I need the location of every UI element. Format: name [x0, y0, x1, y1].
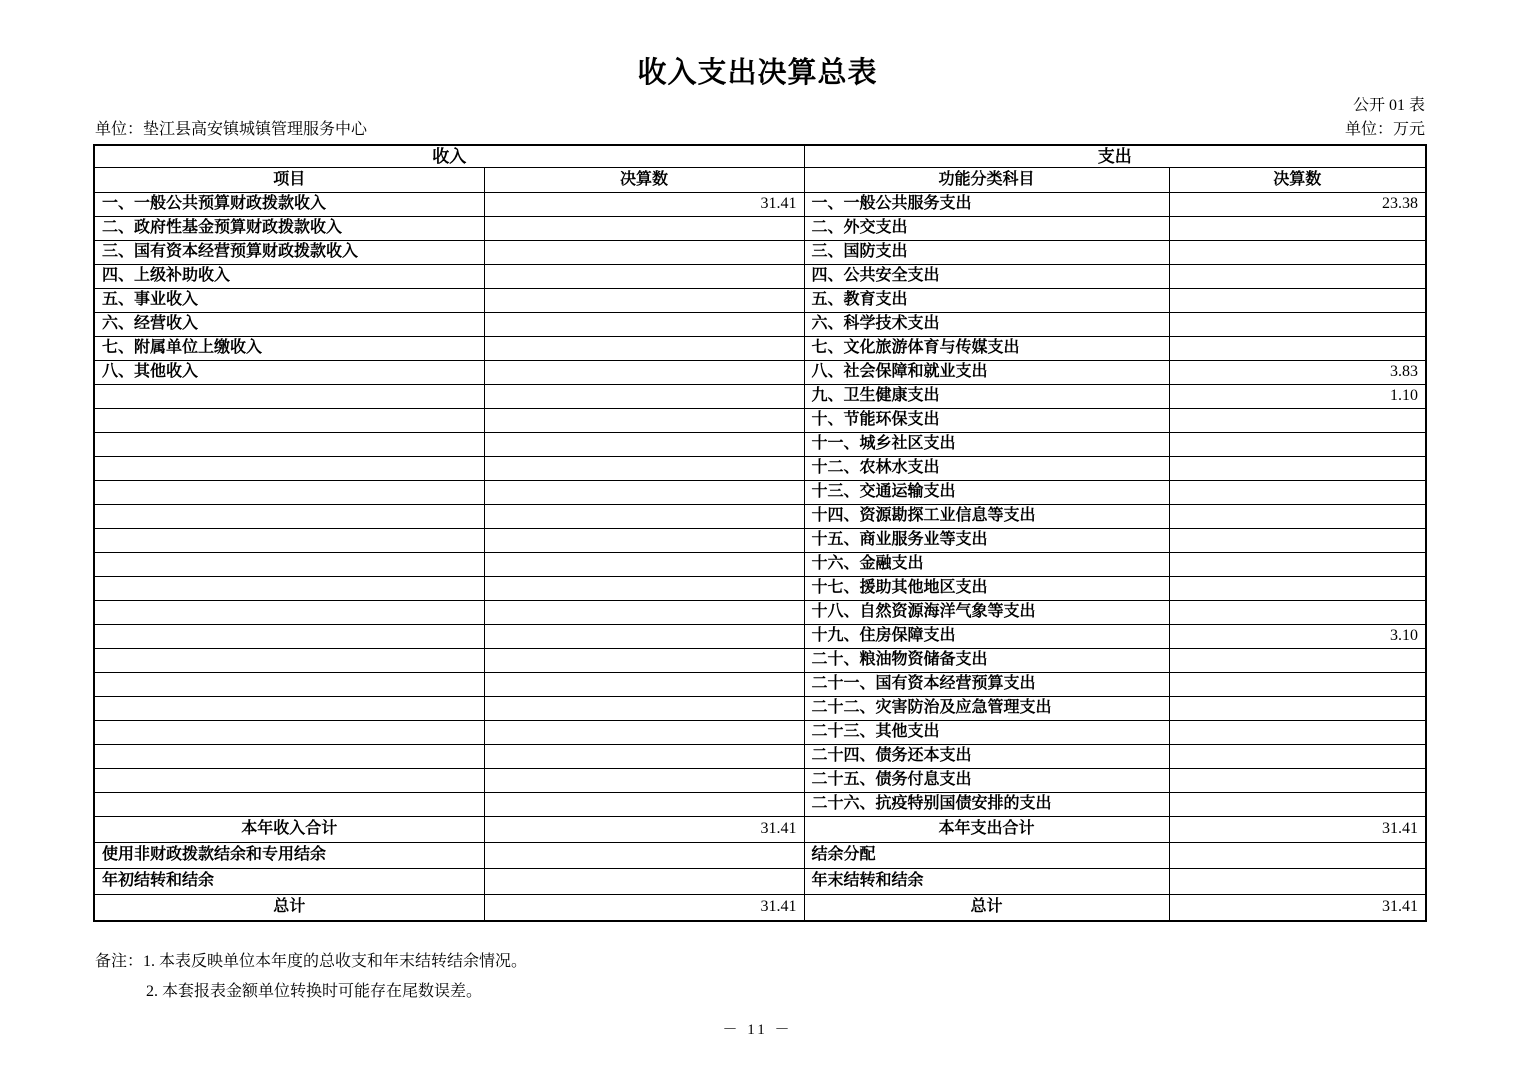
expense-item-cell: 二十二、灾害防治及应急管理支出	[804, 697, 1169, 721]
expense-item-cell: 二十一、国有资本经营预算支出	[804, 673, 1169, 697]
expense-value-cell	[1169, 529, 1426, 553]
income-value-cell	[484, 385, 804, 409]
income-item-cell	[94, 673, 484, 697]
income-summary-value-cell: 31.41	[484, 895, 804, 922]
expense-item-cell: 六、科学技术支出	[804, 313, 1169, 337]
expense-value-cell	[1169, 337, 1426, 361]
table-row	[94, 313, 1426, 337]
summary-row	[94, 869, 1426, 895]
expense-value-cell: 1.10	[1169, 385, 1426, 409]
expense-summary-value-cell: 31.41	[1169, 895, 1426, 922]
table-row	[94, 433, 1426, 457]
table-row	[94, 265, 1426, 289]
income-value-cell: 31.41	[484, 193, 804, 217]
income-item-cell	[94, 529, 484, 553]
expense-item-column-header: 功能分类科目	[804, 168, 1169, 193]
income-summary-value-cell	[484, 843, 804, 869]
expense-summary-label-cell: 结余分配	[804, 843, 1169, 869]
expense-value-cell	[1169, 313, 1426, 337]
expense-value-cell	[1169, 601, 1426, 625]
income-section-header: 收入	[94, 145, 804, 168]
expense-item-cell: 十七、援助其他地区支出	[804, 577, 1169, 601]
income-item-cell	[94, 385, 484, 409]
table-row	[94, 193, 1426, 217]
income-item-cell: 一、一般公共预算财政拨款收入	[94, 193, 484, 217]
expense-item-cell: 二十四、债务还本支出	[804, 745, 1169, 769]
income-value-cell	[484, 289, 804, 313]
income-value-cell	[484, 625, 804, 649]
expense-value-cell	[1169, 673, 1426, 697]
summary-row	[94, 843, 1426, 869]
note-line-1: 备注：1. 本表反映单位本年度的总收支和年末结转结余情况。	[95, 953, 528, 970]
column-header-row	[94, 168, 1426, 193]
income-amount-column-header: 决算数	[484, 168, 804, 193]
expense-item-cell: 一、一般公共服务支出	[804, 193, 1169, 217]
income-item-column-header: 项目	[94, 168, 484, 193]
table-row	[94, 289, 1426, 313]
table-row	[94, 337, 1426, 361]
expense-summary-label-cell: 年末结转和结余	[804, 869, 1169, 895]
table-row	[94, 697, 1426, 721]
unit-name: 单位：垫江县高安镇城镇管理服务中心	[95, 121, 368, 138]
expense-value-cell	[1169, 577, 1426, 601]
table-row	[94, 217, 1426, 241]
expense-section-header: 支出	[804, 145, 1426, 168]
expense-value-cell	[1169, 433, 1426, 457]
income-value-cell	[484, 337, 804, 361]
table-row	[94, 409, 1426, 433]
income-value-cell	[484, 553, 804, 577]
expense-value-cell	[1169, 289, 1426, 313]
income-value-cell	[484, 505, 804, 529]
table-code: 公开 01 表	[1352, 97, 1425, 114]
income-item-cell	[94, 745, 484, 769]
income-item-cell	[94, 577, 484, 601]
currency-unit: 单位：万元	[1344, 121, 1425, 138]
summary-row	[94, 817, 1426, 843]
expense-value-cell	[1169, 241, 1426, 265]
income-item-cell: 八、其他收入	[94, 361, 484, 385]
income-item-cell: 六、经营收入	[94, 313, 484, 337]
table-row	[94, 721, 1426, 745]
expense-item-cell: 十二、农林水支出	[804, 457, 1169, 481]
expense-summary-value-cell	[1169, 869, 1426, 895]
table-row	[94, 241, 1426, 265]
expense-value-cell	[1169, 745, 1426, 769]
expense-value-cell: 23.38	[1169, 193, 1426, 217]
income-value-cell	[484, 265, 804, 289]
table-row	[94, 361, 1426, 385]
expense-item-cell: 二、外交支出	[804, 217, 1169, 241]
income-item-cell	[94, 769, 484, 793]
expense-summary-label-cell: 本年支出合计	[804, 817, 1169, 843]
expense-item-cell: 二十三、其他支出	[804, 721, 1169, 745]
expense-summary-value-cell	[1169, 843, 1426, 869]
section-header-row	[94, 145, 1426, 168]
expense-item-cell: 三、国防支出	[804, 241, 1169, 265]
income-value-cell	[484, 409, 804, 433]
page-number: － 11 －	[722, 1022, 793, 1038]
expense-item-cell: 四、公共安全支出	[804, 265, 1169, 289]
table-row	[94, 457, 1426, 481]
income-value-cell	[484, 481, 804, 505]
expense-item-cell: 十一、城乡社区支出	[804, 433, 1169, 457]
table-row	[94, 625, 1426, 649]
expense-item-cell: 十五、商业服务业等支出	[804, 529, 1169, 553]
summary-row	[94, 895, 1426, 922]
expense-item-cell: 二十六、抗疫特别国债安排的支出	[804, 793, 1169, 817]
expense-value-cell	[1169, 793, 1426, 817]
income-item-cell	[94, 409, 484, 433]
income-value-cell	[484, 721, 804, 745]
table-row	[94, 649, 1426, 673]
expense-summary-value-cell: 31.41	[1169, 817, 1426, 843]
expense-value-cell	[1169, 721, 1426, 745]
expense-item-cell: 八、社会保障和就业支出	[804, 361, 1169, 385]
income-item-cell	[94, 697, 484, 721]
expense-item-cell: 十三、交通运输支出	[804, 481, 1169, 505]
expense-item-cell: 二十、粮油物资储备支出	[804, 649, 1169, 673]
income-summary-value-cell: 31.41	[484, 817, 804, 843]
table-row	[94, 481, 1426, 505]
expense-value-cell	[1169, 217, 1426, 241]
expense-summary-label-cell: 总计	[804, 895, 1169, 922]
expense-value-cell	[1169, 697, 1426, 721]
income-item-cell: 二、政府性基金预算财政拨款收入	[94, 217, 484, 241]
expense-item-cell: 十四、资源勘探工业信息等支出	[804, 505, 1169, 529]
table-row	[94, 601, 1426, 625]
expense-value-cell	[1169, 649, 1426, 673]
income-item-cell	[94, 481, 484, 505]
income-item-cell	[94, 793, 484, 817]
income-summary-label-cell: 年初结转和结余	[94, 869, 484, 895]
income-value-cell	[484, 769, 804, 793]
expense-item-cell: 十九、住房保障支出	[804, 625, 1169, 649]
notes	[95, 947, 527, 1008]
income-value-cell	[484, 433, 804, 457]
page-title: 收入支出决算总表	[637, 57, 878, 89]
income-item-cell: 五、事业收入	[94, 289, 484, 313]
income-item-cell	[94, 457, 484, 481]
income-item-cell: 三、国有资本经营预算财政拨款收入	[94, 241, 484, 265]
meta-row	[95, 116, 1425, 139]
income-value-cell	[484, 361, 804, 385]
fiscal-summary-table	[93, 144, 1427, 922]
income-item-cell	[94, 433, 484, 457]
table-row	[94, 505, 1426, 529]
income-value-cell	[484, 241, 804, 265]
income-value-cell	[484, 217, 804, 241]
income-item-cell	[94, 505, 484, 529]
expense-value-cell	[1169, 769, 1426, 793]
income-item-cell	[94, 721, 484, 745]
expense-item-cell: 五、教育支出	[804, 289, 1169, 313]
income-summary-label-cell: 使用非财政拨款结余和专用结余	[94, 843, 484, 869]
expense-value-cell	[1169, 505, 1426, 529]
income-value-cell	[484, 601, 804, 625]
expense-item-cell: 十六、金融支出	[804, 553, 1169, 577]
income-value-cell	[484, 793, 804, 817]
expense-value-cell	[1169, 409, 1426, 433]
table-row	[94, 745, 1426, 769]
expense-amount-column-header: 决算数	[1169, 168, 1426, 193]
expense-value-cell	[1169, 457, 1426, 481]
income-item-cell	[94, 649, 484, 673]
expense-value-cell	[1169, 553, 1426, 577]
expense-value-cell	[1169, 481, 1426, 505]
income-item-cell	[94, 601, 484, 625]
income-summary-label-cell: 本年收入合计	[94, 817, 484, 843]
expense-item-cell: 二十五、债务付息支出	[804, 769, 1169, 793]
expense-item-cell: 九、卫生健康支出	[804, 385, 1169, 409]
table-row	[94, 577, 1426, 601]
income-summary-value-cell	[484, 869, 804, 895]
income-item-cell	[94, 553, 484, 577]
note-line-2: 2. 本套报表金额单位转换时可能存在尾数误差。	[146, 983, 483, 1001]
income-item-cell: 四、上级补助收入	[94, 265, 484, 289]
table-row	[94, 769, 1426, 793]
expense-item-cell: 十、节能环保支出	[804, 409, 1169, 433]
income-summary-label-cell: 总计	[94, 895, 484, 922]
table-body	[94, 193, 1426, 922]
income-item-cell	[94, 625, 484, 649]
expense-value-cell: 3.83	[1169, 361, 1426, 385]
table-row	[94, 793, 1426, 817]
expense-item-cell: 十八、自然资源海洋气象等支出	[804, 601, 1169, 625]
income-item-cell: 七、附属单位上缴收入	[94, 337, 484, 361]
income-value-cell	[484, 673, 804, 697]
income-value-cell	[484, 577, 804, 601]
income-value-cell	[484, 745, 804, 769]
expense-item-cell: 七、文化旅游体育与传媒支出	[804, 337, 1169, 361]
income-value-cell	[484, 697, 804, 721]
expense-value-cell	[1169, 265, 1426, 289]
income-value-cell	[484, 313, 804, 337]
table-row	[94, 385, 1426, 409]
expense-value-cell: 3.10	[1169, 625, 1426, 649]
income-value-cell	[484, 529, 804, 553]
table-row	[94, 673, 1426, 697]
income-value-cell	[484, 457, 804, 481]
table-row	[94, 553, 1426, 577]
table-row	[94, 529, 1426, 553]
income-value-cell	[484, 649, 804, 673]
